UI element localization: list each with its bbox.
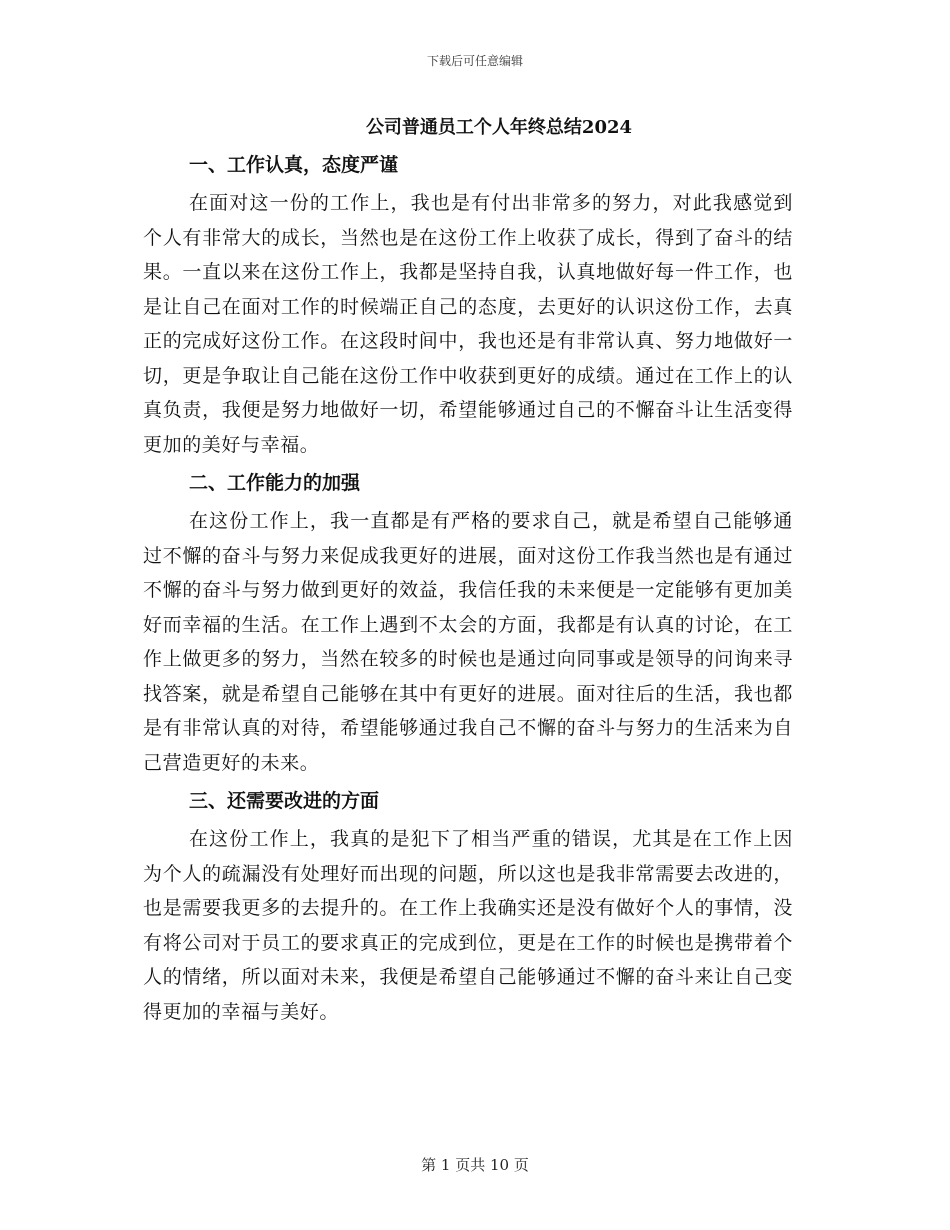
section-paragraph-2: 在这份工作上，我一直都是有严格的要求自己，就是希望自己能够通过不懈的奋斗与努力来促成我更好的进展，面对这份工作我当然也是有通过不懈的奋斗与努力做到更好的效益，我信任我的未来便是一定能够有更加美好而幸福的生活。在工作上遇到不太会的方面，我都是有认真的讨论，在工作上做更多的努力，当然在较多的时候也是通过向同事或是领导的问询来寻找答案，就是希望自己能够在其中有更好的进展。面对往后的生活，我也都是有非常认真的对待，希望能够通过我自己不懈的奋斗与努力的生活来为自己营造更好的未来。 xyxy=(143,510,793,774)
section-heading-1: 一、工作认真，态度严谨 xyxy=(189,154,399,176)
section-heading-3: 三、还需要改进的方面 xyxy=(189,790,380,812)
header-note: 下载后可任意编辑 xyxy=(426,54,523,68)
section-paragraph-1: 在面对这一份的工作上，我也是有付出非常多的努力，对此我感觉到个人有非常大的成长，当然也是在这份工作上收获了成长，得到了奋斗的结果。一直以来在这份工作上，我都是坚持自我，认真地做好每一件工作，也是让自己在面对工作的时候端正自己的态度，去更好的认识这份工作，去真正的完成好这份工作。在这段时间中，我也还是有非常认真、努力地做好一切，更是争取让自己能在这份工作中收获到更好的成绩。通过在工作上的认真负责，我便是努力地做好一切，希望能够通过自己的不懈奋斗让生活变得更加的美好与幸福。 xyxy=(143,192,793,456)
section-heading-2: 二、工作能力的加强 xyxy=(189,472,361,494)
document-title: 公司普通员工个人年终总结2024 xyxy=(365,117,633,138)
page-number-footer: 第 1 页共 10 页 xyxy=(421,1156,529,1174)
section-paragraph-3: 在这份工作上，我真的是犯下了相当严重的错误，尤其是在工作上因为个人的疏漏没有处理好而出现的问题，所以这也是我非常需要去改进的，也是需要我更多的去提升的。在工作上我确实还是没有做好个人的事情，没有将公司对于员工的要求真正的完成到位，更是在工作的时候也是携带着个人的情绪，所以面对未来，我便是希望自己能够通过不懈的奋斗来让自己变得更加的幸福与美好。 xyxy=(143,828,793,1023)
document-body xyxy=(143,148,793,1033)
